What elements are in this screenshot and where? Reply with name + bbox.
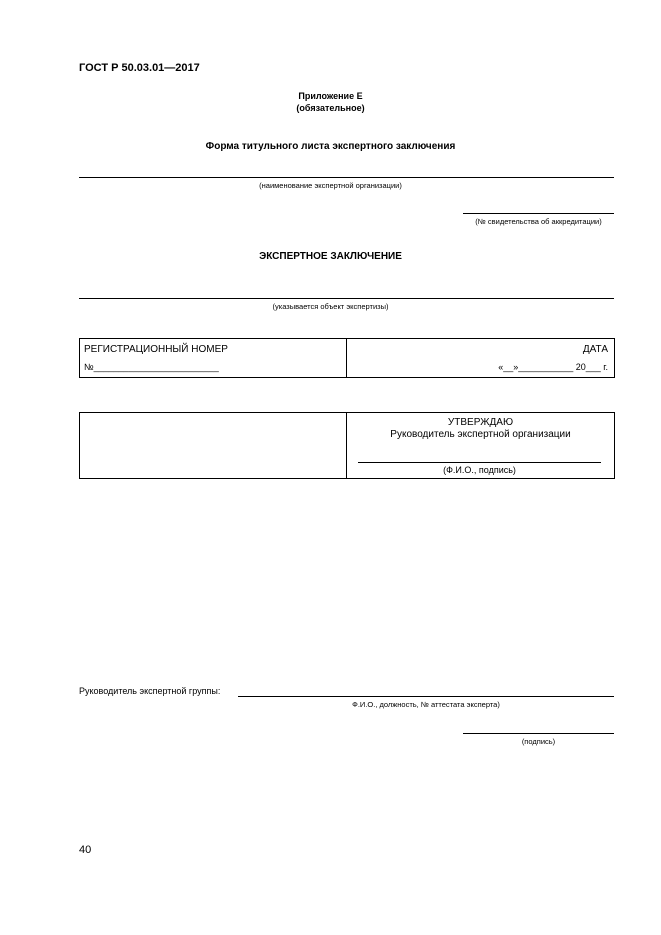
form-title: Форма титульного листа экспертного заключения <box>205 141 456 152</box>
object-caption: (указывается объект экспертизы) <box>272 302 389 311</box>
document-title: ЭКСПЕРТНОЕ ЗАКЛЮЧЕНИЕ <box>259 251 402 262</box>
registration-divider <box>346 338 347 378</box>
accreditation-caption: (№ свидетельства об аккредитации) <box>475 217 602 226</box>
approve-label: УТВЕРЖДАЮ <box>447 417 514 428</box>
object-line <box>79 298 614 299</box>
appendix-status: (обязательное) <box>296 103 365 113</box>
registration-number-label: РЕГИСТРАЦИОННЫЙ НОМЕР <box>84 344 228 355</box>
group-head-line <box>238 696 614 697</box>
org-name-caption: (наименование экспертной организации) <box>259 181 402 190</box>
date-label: ДАТА <box>582 344 608 355</box>
approval-head-label: Руководитель экспертной организации <box>390 429 571 440</box>
approval-signature-line <box>358 462 601 463</box>
approval-signature-caption: (Ф.И.О., подпись) <box>443 465 516 475</box>
accreditation-line <box>463 213 614 214</box>
standard-header: ГОСТ Р 50.03.01—2017 <box>79 62 200 74</box>
registration-number-field[interactable]: №_________________________ <box>84 362 219 372</box>
group-signature-caption: (подпись) <box>521 737 556 746</box>
appendix-title: Приложение Е <box>298 91 363 101</box>
org-name-line <box>79 177 614 178</box>
group-head-label: Руководитель экспертной группы: <box>79 686 221 696</box>
group-head-caption: Ф.И.О., должность, № аттестата эксперта) <box>352 700 500 709</box>
page-number: 40 <box>79 844 92 856</box>
group-signature-line <box>463 733 614 734</box>
date-field[interactable]: «__»___________ 20___ г. <box>498 362 608 372</box>
